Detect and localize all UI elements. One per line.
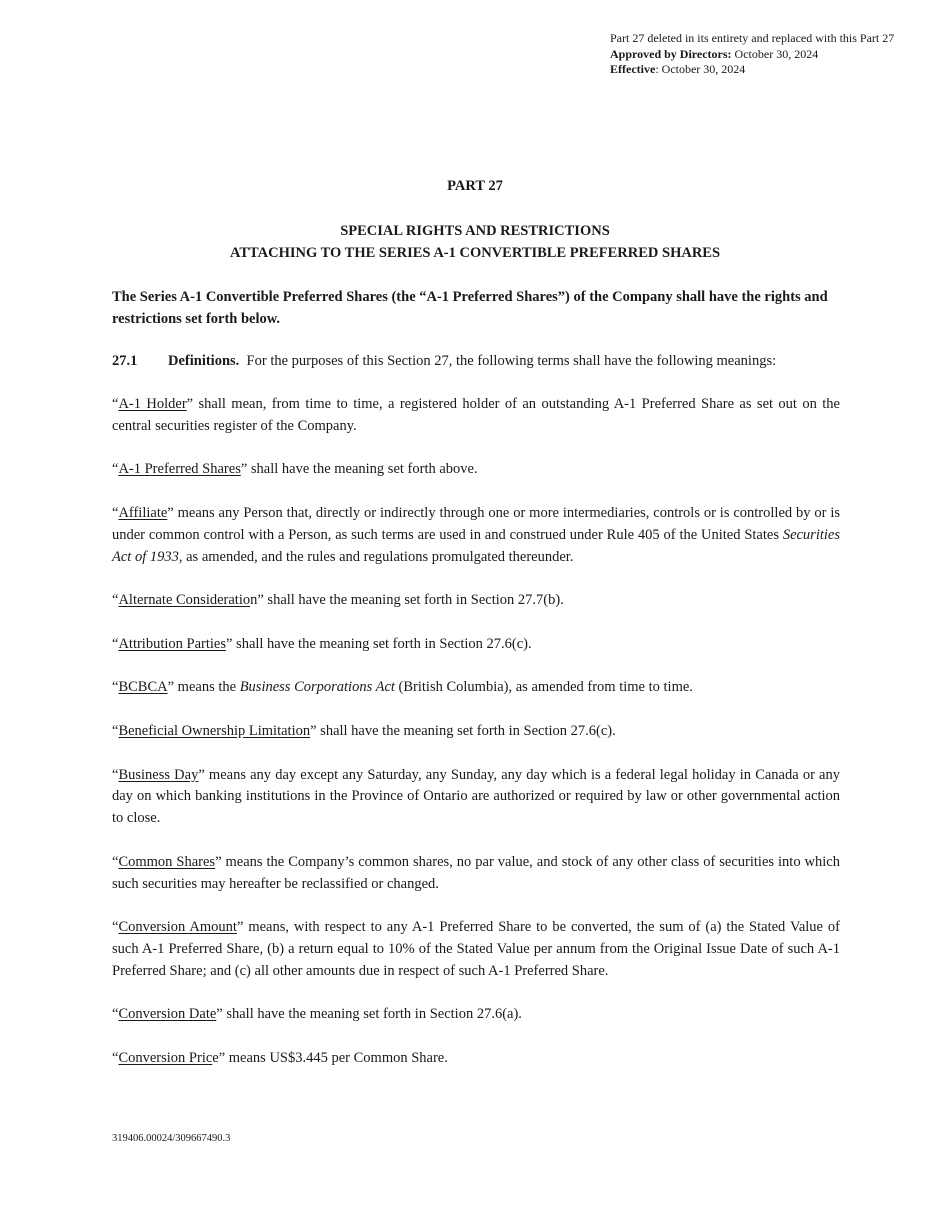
effective-label: Effective [610,62,656,76]
definition-text-after: (British Columbia), as amended from time to time. [394,679,693,696]
definitions-list [112,394,840,1092]
definition: “Business Day” means any day except any Saturday, any Sunday, any day which is a federal legal holiday in Canada or any day on which banking institutions in the Province of Ontario are authorized or required by law or other governmental action to close. [112,766,840,827]
section-heading [112,350,852,372]
definition-text: ” shall have the meaning set forth in Section 27.6(c). [225,635,532,652]
statute-name: Securities Act of 1933 [112,526,840,565]
part-subtitle [0,220,950,264]
defined-term-tail: e [212,1049,219,1066]
definition: “Conversion Price” means US$3.445 per Common Share. [112,1049,448,1066]
defined-term: Conversion Pric [118,1049,213,1066]
statute-name: Business Corporations Act [239,679,395,696]
defined-term: Business Day [118,766,199,783]
effective-line [610,62,930,78]
definition: “Beneficial Ownership Limitation” shall have the meaning set forth in Section 27.6(c). [112,722,616,739]
defined-term: Common Shares [118,853,216,870]
approved-date: October 30, 2024 [731,46,819,61]
defined-term: Beneficial Ownership Limitation [118,722,311,739]
subtitle-line-1: SPECIAL RIGHTS AND RESTRICTIONS [340,223,610,239]
defined-term: Affiliate [118,504,168,521]
definition: “Common Shares” means the Company’s common shares, no par value, and stock of any other class of securities into which such securities may hereafter be reclassified or changed. [112,853,840,892]
definition: “Affiliate” means any Person that, directly or indirectly through one or more intermediaries, controls or is controlled by or is under common control with a Person, as such terms are used in and construed under Rule 405 of the United States Securities Act of 1933, as amended, and the rules and regulations promulgated thereunder. [112,504,840,565]
defined-term: Attribution Parties [118,635,226,652]
definition-text: ” shall have the meaning set forth in Section 27.6(a). [216,1006,522,1023]
definition: “A-1 Preferred Shares” shall have the meaning set forth above. [112,461,478,478]
definition-text: ” means the Company’s common shares, no par value, and stock of any other class of securities into which such securities may hereafter be reclassified or changed. [112,853,840,892]
document-id-footer: 319406.00024/309667490.3 [112,1133,231,1144]
definition-text: ” shall have the meaning set forth in Section 27.7(b). [257,592,564,609]
definition-text: ” shall mean, from time to time, a registered holder of an outstanding A-1 Preferred Share as set out on the central securities register of the Company. [112,396,840,434]
definition: “Alternate Consideration” shall have the meaning set forth in Section 27.7(b). [112,592,564,609]
defined-term: A-1 Preferred Shares [118,461,241,478]
defined-term: BCBCA [118,679,168,696]
defined-term: Alternate Consideratio [118,592,251,609]
definition: “Attribution Parties” shall have the meaning set forth in Section 27.6(c). [112,635,532,652]
definition-text: ” means, with respect to any A-1 Preferred Share to be converted, the sum of (a) the Stated Value of such A-1 Preferred Share, (b) a return equal to 10% of the Stated Value per annum from the Original Issue Date of such A-1 Preferred Share; and (c) all other amounts due in respect of such A-1 Preferred Share. [112,919,840,979]
defined-term-tail: n [250,592,258,609]
section-number: 27.1 [112,353,138,369]
definition-text: ” means any day except any Saturday, any Sunday, any day which is a federal legal holiday in Canada or any day on which banking institutions in the Province of Ontario are authorized or required by law or other governmental action to close. [112,766,840,827]
section-intro-text: For the purposes of this Section 27, the following terms shall have the following meanings: [246,353,777,369]
definition: “Conversion Date” shall have the meaning set forth in Section 27.6(a). [112,1006,522,1023]
definition-text-after: , as amended, and the rules and regulations promulgated thereunder. [178,548,574,565]
effective-date: : October 30, 2024 [655,62,746,76]
amendment-note [610,31,930,78]
definition-text: ” shall have the meaning set forth in Section 27.6(c). [310,722,616,739]
definition-text: ” means the [167,679,240,696]
defined-term: Conversion Date [118,1006,217,1023]
definition: “A-1 Holder” shall mean, from time to time, a registered holder of an outstanding A-1 Preferred Share as set out on the central securities register of the Company. [112,396,840,434]
intro-paragraph: The Series A-1 Convertible Preferred Shares (the “A-1 Preferred Shares”) of the Company shall have the rights and restrictions set forth below. [112,289,828,327]
approved-line [610,47,930,63]
part-title: PART 27 [447,178,503,194]
section-title: Definitions. [168,353,240,369]
subtitle-line-2: ATTACHING TO THE SERIES A-1 CONVERTIBLE PREFERRED SHARES [229,245,721,261]
definition: “Conversion Amount” means, with respect to any A-1 Preferred Share to be converted, the sum of (a) the Stated Value of such A-1 Preferred Share, (b) a return equal to 10% of the Stated Value per annum from the Original Issue Date of such A-1 Preferred Share; and (c) all other amounts due in respect of such A-1 Preferred Share. [112,919,840,979]
definition: “BCBCA” means the Business Corporations Act (British Columbia), as amended from time to time. [112,679,693,696]
approved-label: Approved by Directors: [610,46,732,61]
definition-text: ” shall have the meaning set forth above. [240,461,478,478]
defined-term: A-1 Holder [118,396,187,412]
defined-term: Conversion Amount [118,919,237,936]
amendment-note-line: Part 27 deleted in its entirety and replaced with this Part 27 [610,31,895,45]
definition-text: ” means US$3.445 per Common Share. [218,1049,448,1066]
definition-text: ” means any Person that, directly or indirectly through one or more intermediaries, controls or is controlled by or is under common control with a Person, as such terms are used in and construed under Rule 405 of the United States [112,504,840,543]
